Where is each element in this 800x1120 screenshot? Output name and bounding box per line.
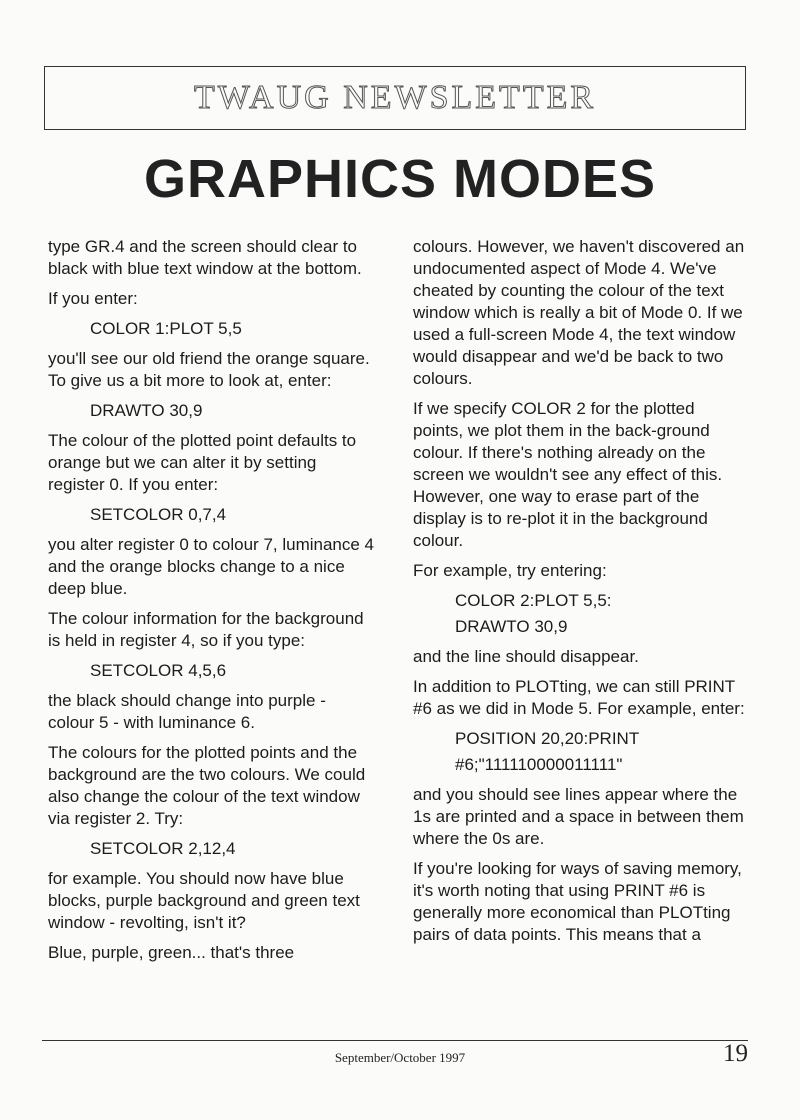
paragraph: Blue, purple, green... that's three — [48, 943, 295, 962]
article-title: GRAPHICS MODES — [143, 149, 657, 209]
paragraph: The colours for the plotted points and the background are the two colours. We could also change the colour of the text window via register 2. Try: — [48, 743, 366, 828]
code-line: COLOR 2:PLOT 5,5: — [455, 591, 612, 610]
code-line: #6;"111110000011111" — [455, 755, 623, 774]
footer-date: September/October 1997 — [334, 1050, 466, 1065]
left-column — [48, 236, 374, 972]
masthead-box — [44, 66, 746, 130]
paragraph: For example, try entering: — [413, 561, 607, 580]
paragraph: The colour of the plotted point defaults to orange but we can alter it by setting register 0. If you enter: — [48, 431, 357, 494]
code-line: COLOR 1:PLOT 5,5 — [90, 319, 242, 338]
code-line: DRAWTO 30,9 — [90, 401, 203, 420]
page-number: 19 — [723, 1040, 748, 1067]
paragraph: and you should see lines appear where the 1s are printed and a space in between them where the 0s are. — [413, 785, 744, 848]
paragraph: In addition to PLOTting, we can still PRINT #6 as we did in Mode 5. For example, enter: — [413, 677, 745, 718]
code-line: SETCOLOR 2,12,4 — [90, 839, 236, 858]
paragraph: type GR.4 and the screen should clear to black with blue text window at the bottom. — [48, 237, 362, 278]
paragraph: If you're looking for ways of saving memory, it's worth noting that using PRINT #6 is generally more economical than PLOTting pairs of data points. This means that a — [413, 859, 742, 944]
code-line: SETCOLOR 0,7,4 — [90, 505, 227, 524]
paragraph: colours. However, we haven't discovered an undocumented aspect of Mode 4. We've cheated by counting the colour of the text window which is really a bit of Mode 0. If we used a full-screen Mode 4, the text window would disappear and we'd be back to two colours. — [413, 237, 745, 388]
masthead-title: TWAUG NEWSLETTER — [193, 79, 597, 116]
paragraph: and the line should disappear. — [413, 647, 639, 666]
paragraph: for example. You should now have blue blocks, purple background and green text window - revolting, isn't it? — [48, 869, 360, 932]
paragraph: you alter register 0 to colour 7, luminance 4 and the orange blocks change to a nice deep blue. — [48, 535, 375, 598]
right-column — [413, 236, 748, 954]
code-line: POSITION 20,20:PRINT — [455, 729, 640, 748]
paragraph: If you enter: — [48, 289, 138, 308]
paragraph: If we specify COLOR 2 for the plotted points, we plot them in the back-ground colour. If there's nothing already on the screen we wouldn't see any effect of this. However, one way to erase part of the display is to re-plot it in the background colour. — [413, 399, 723, 550]
paragraph: The colour information for the background is held in register 4, so if you type: — [48, 609, 364, 650]
paragraph: the black should change into purple - colour 5 - with luminance 6. — [48, 691, 326, 732]
footer-rule — [42, 1040, 748, 1041]
paragraph: you'll see our old friend the orange square. To give us a bit more to look at, enter: — [48, 349, 370, 390]
code-line: DRAWTO 30,9 — [455, 617, 568, 636]
code-line: SETCOLOR 4,5,6 — [90, 661, 227, 680]
